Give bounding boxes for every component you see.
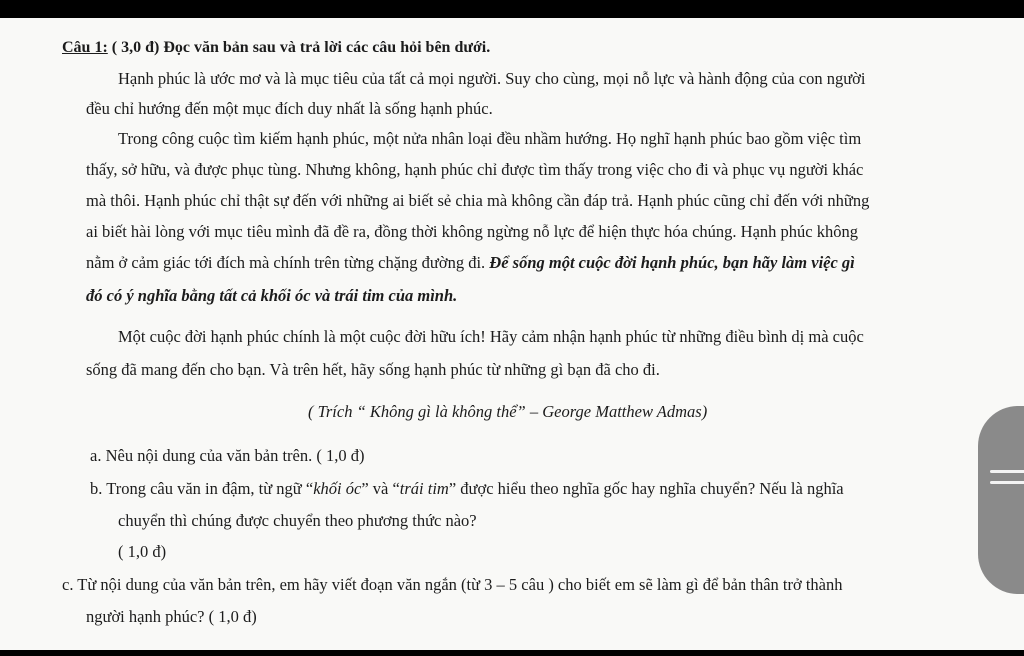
passage-p2-line3: mà thôi. Hạnh phúc chỉ thật sự đến với những ai biết sẻ chia mà không cần đáp trả. Hạnh phúc cũng chỉ đến với những: [86, 191, 870, 210]
passage-p2-line5: [86, 253, 855, 273]
passage-p1-line2: đều chỉ hướng đến một mục đích duy nhất là sống hạnh phúc.: [86, 99, 493, 118]
bold-sentence-end: đó có ý nghĩa bằng tất cả khối óc và trái tim của mình.: [86, 286, 458, 305]
citation: ( Trích “ Không gì là không thể” – George Matthew Admas): [308, 402, 708, 421]
question-a: a. Nêu nội dung của văn bản trên. ( 1,0 đ): [90, 446, 365, 465]
grip-line-bottom: [990, 481, 1024, 484]
question-heading: [62, 38, 490, 58]
question-b-line1: [90, 479, 844, 499]
bold-sentence-start: Để sống một cuộc đời hạnh phúc, bạn hãy làm việc gì: [489, 253, 855, 272]
term-trai-tim: trái tim: [399, 479, 449, 498]
passage-p1-line1: Hạnh phúc là ước mơ và là mục tiêu của tất cả mọi người. Suy cho cùng, mọi nỗ lực và hành động của con người: [118, 69, 866, 88]
passage-p3-line2: sống đã mang đến cho bạn. Và trên hết, hãy sống hạnh phúc từ những gì bạn đã cho đi.: [86, 360, 660, 379]
side-scroll-handle[interactable]: [978, 406, 1024, 594]
question-b-line2: chuyển thì chúng được chuyển theo phương thức nào?: [118, 511, 477, 530]
term-khoi-oc: khối óc: [313, 479, 362, 498]
question-b-score: ( 1,0 đ): [118, 542, 167, 561]
grip-line-top: [990, 470, 1024, 473]
passage-p3-line1: Một cuộc đời hạnh phúc chính là một cuộc đời hữu ích! Hãy cảm nhận hạnh phúc từ những điều bình dị mà cuộc: [118, 327, 864, 346]
question-c-line2: người hạnh phúc? ( 1,0 đ): [86, 607, 257, 626]
question-b-start: b. Trong câu văn in đậm, từ ngữ “: [90, 479, 314, 498]
question-title: ( 3,0 đ) Đọc văn bản sau và trả lời các câu hỏi bên dưới.: [107, 39, 491, 56]
document-page: [0, 18, 1024, 650]
question-c-line1: c. Từ nội dung của văn bản trên, em hãy viết đoạn văn ngắn (từ 3 – 5 câu ) cho biết em sẽ làm gì để bản thân trở thành: [62, 575, 843, 594]
question-b-mid: ” và “: [361, 479, 400, 498]
passage-p2-line1: Trong công cuộc tìm kiếm hạnh phúc, một nửa nhân loại đều nhầm hướng. Họ nghĩ hạnh phúc bao gồm việc tìm: [118, 129, 862, 148]
passage-p2-line4: ai biết hài lòng với mục tiêu mình đã đề ra, đồng thời không ngừng nỗ lực để hiện thực hóa chúng. Hạnh phúc không: [86, 222, 858, 241]
passage-p2-line5-plain: nằm ở cảm giác tới đích mà chính trên từng chặng đường đi.: [86, 253, 490, 272]
question-label: Câu 1:: [62, 39, 108, 56]
question-b-end: ” được hiểu theo nghĩa gốc hay nghĩa chuyển? Nếu là nghĩa: [448, 479, 844, 498]
passage-p2-line2: thấy, sở hữu, và được phục tùng. Nhưng không, hạnh phúc chỉ được tìm thấy trong việc cho đi và phục vụ người khác: [86, 160, 864, 179]
